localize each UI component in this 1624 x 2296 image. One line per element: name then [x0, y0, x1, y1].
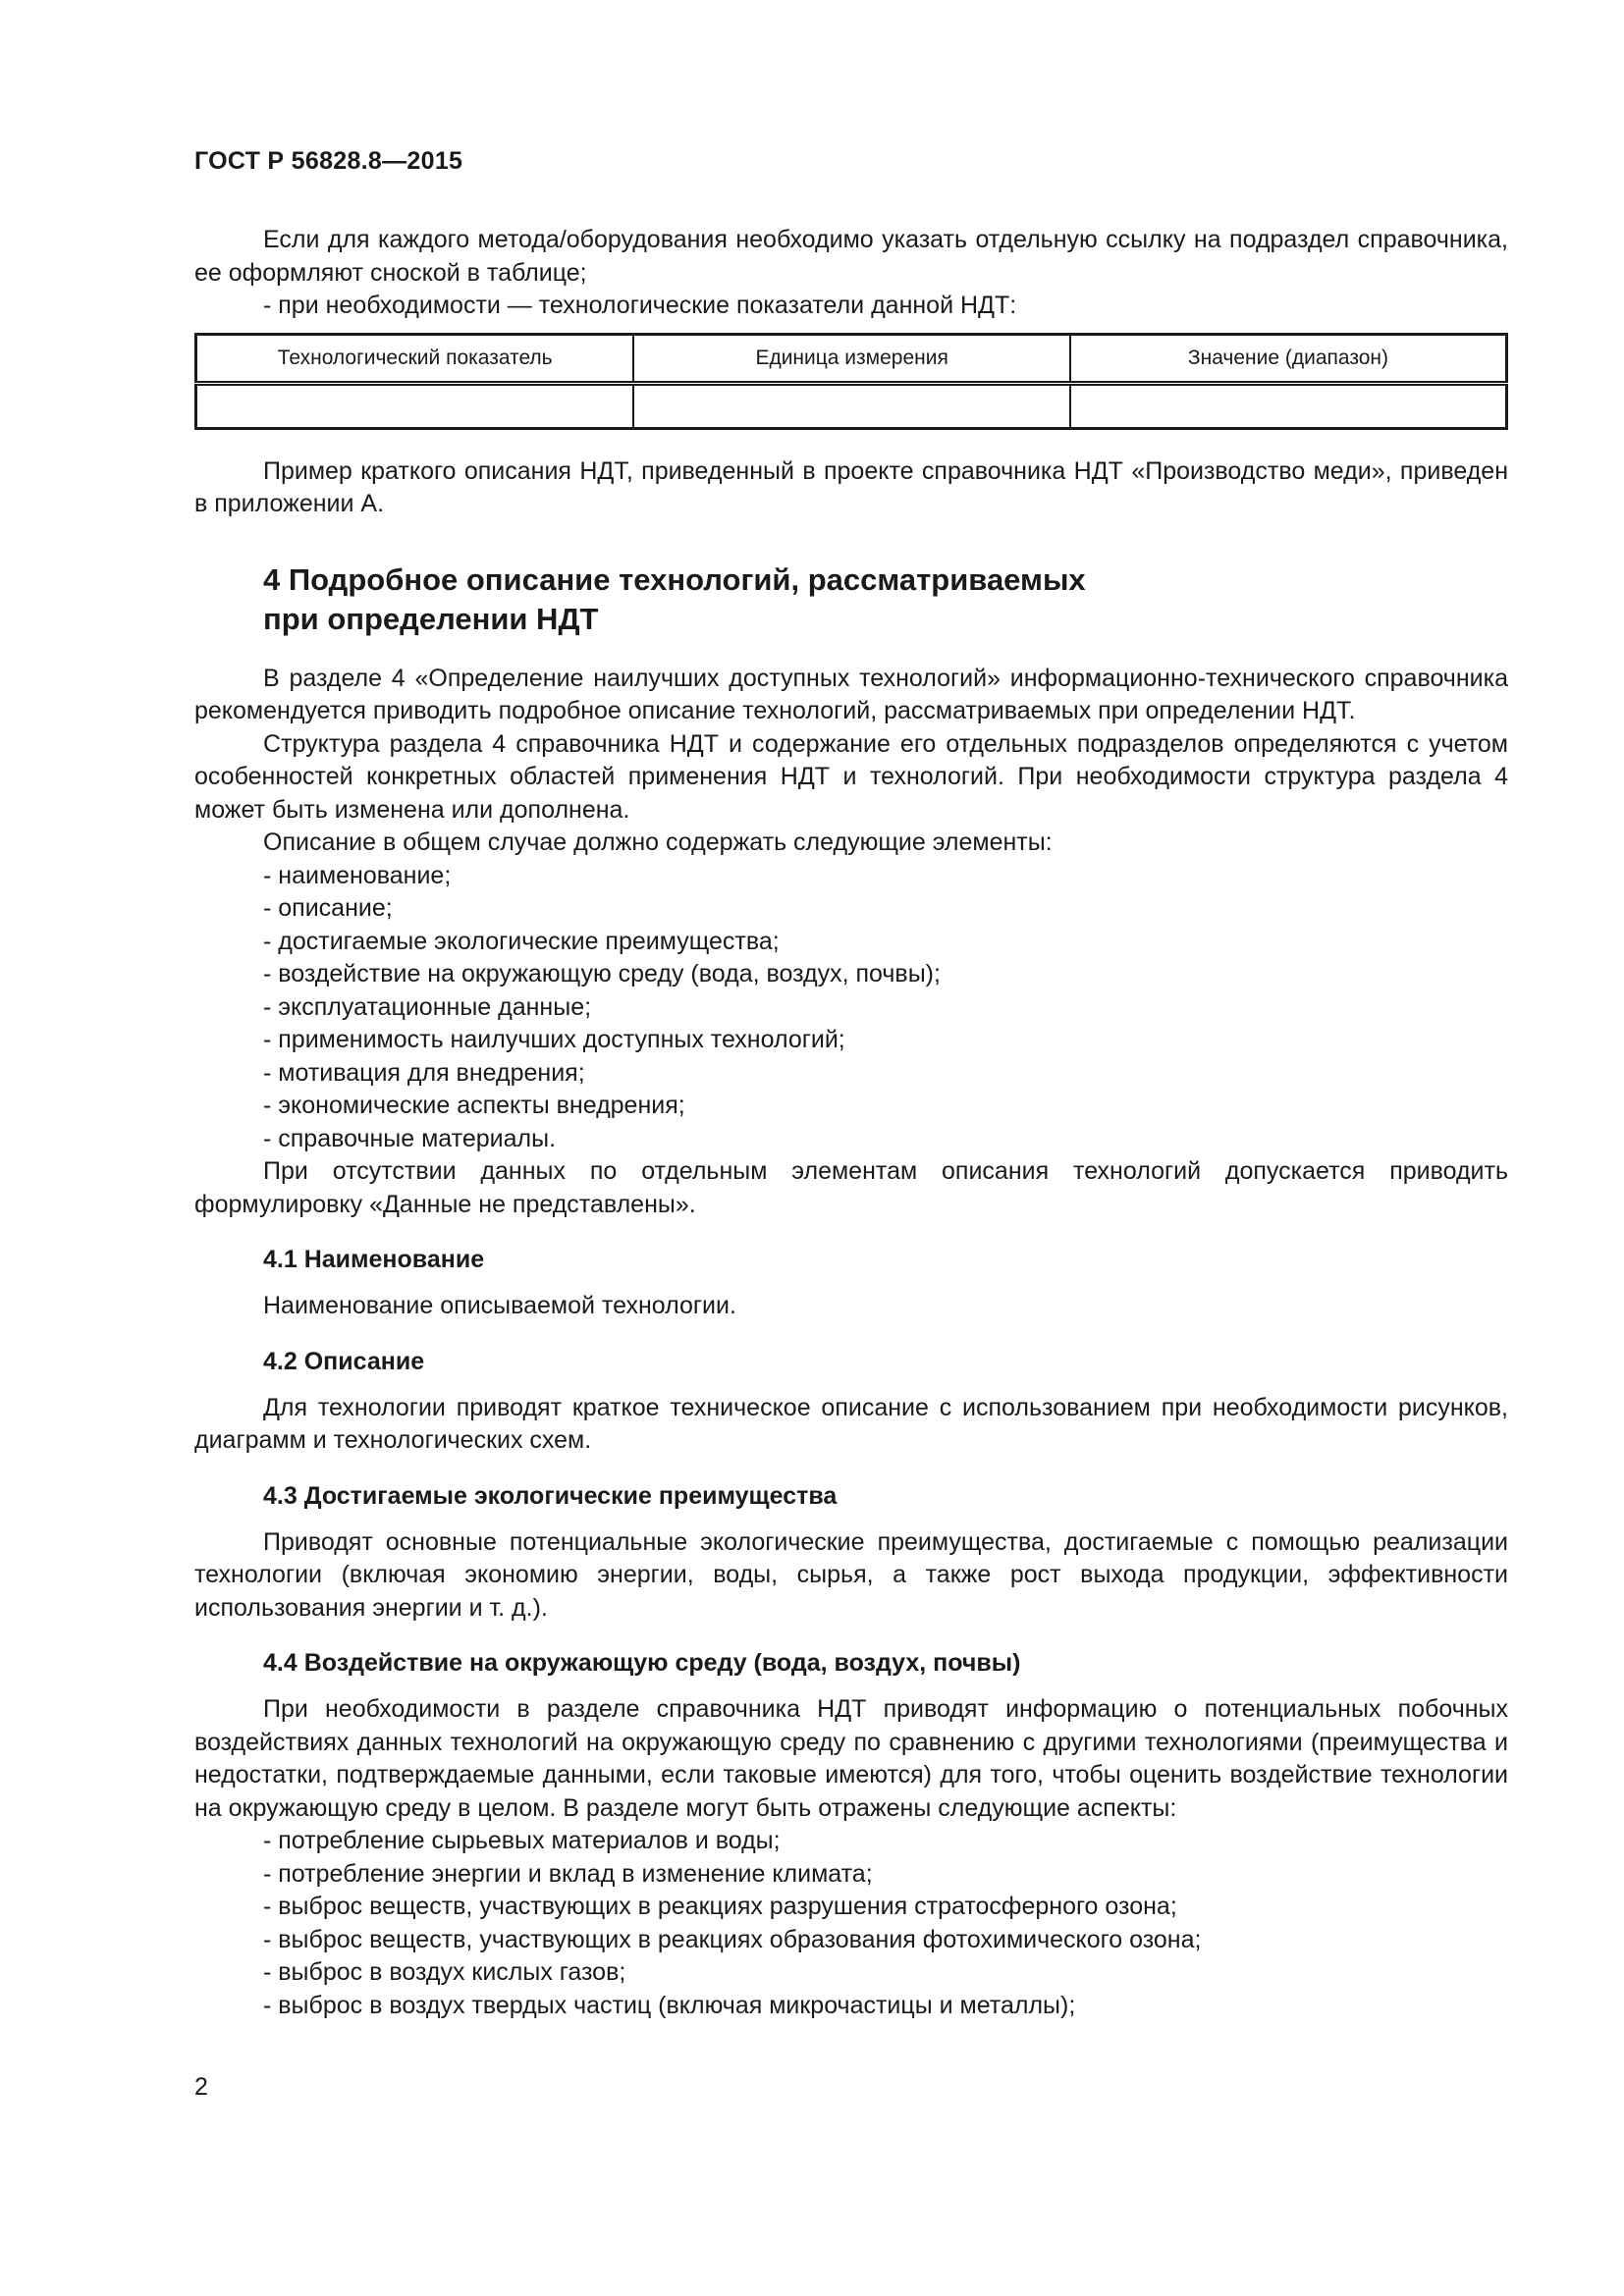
- paragraph: Для технологии приводят краткое техническое описание с использованием при необходимости рисунков, диаграмм и технологических схем.: [194, 1393, 1508, 1454]
- subsection-heading: 4.4 Воздействие на окружающую среду (вода, воздух, почвы): [263, 1649, 1021, 1677]
- paragraph: - при необходимости — технологические показатели данной НДТ:: [263, 292, 1017, 319]
- list-item: - экономические аспекты внедрения;: [263, 1092, 685, 1119]
- section-heading-line: 4 Подробное описание технологий, рассматриваемых: [263, 561, 1086, 597]
- table-cell: [633, 383, 1070, 428]
- page-number: 2: [194, 2073, 208, 2101]
- list-item: - справочные материалы.: [263, 1124, 557, 1152]
- paragraph: Приводят основные потенциальные экологические преимущества, достигаемые с помощью реализации технологии (включая экономию энергии, воды, сырья, а также рост выхода продукции, эффективности использования энергии и т. д.).: [194, 1527, 1508, 1622]
- paragraph: В разделе 4 «Определение наилучших доступных технологий» информационно-технического справочника рекомендуется приводить подробное описание технологий, рассматриваемых при определении НДТ.: [194, 664, 1508, 724]
- table-row: [196, 383, 1507, 428]
- table-header-row: [196, 334, 1507, 383]
- table-header-cell: Значение (диапазон): [1070, 334, 1507, 383]
- list-item: - выброс в воздух кислых газов;: [263, 1958, 626, 1986]
- table-header-cell: Единица измерения: [633, 334, 1070, 383]
- table-cell: [196, 383, 634, 428]
- indicators-table: [194, 333, 1508, 430]
- paragraph: При необходимости в разделе справочника НДТ приводят информацию о потенциальных побочных воздействиях данных технологий на окружающую среду по сравнению с другими технологиями (преимущества и недостатки, подтверждаемые данными, если таковые имеются) для того, чтобы оценить воздействие технологии на окружающую среду в целом. В разделе могут быть отражены следующие аспекты:: [194, 1695, 1508, 1822]
- list-item: - воздействие на окружающую среду (вода, воздух, почвы);: [263, 960, 941, 988]
- list-item: - выброс веществ, участвующих в реакциях разрушения стратосферного озона;: [263, 1893, 1177, 1920]
- paragraph: Структура раздела 4 справочника НДТ и содержание его отдельных подразделов определяются с учетом особенностей конкретных областей применения НДТ и технологий. При необходимости структура раздела 4 может быть изменена или дополнена.: [194, 729, 1508, 824]
- list-item: - выброс в воздух твердых частиц (включая микрочастицы и металлы);: [263, 1991, 1076, 2019]
- section-heading-line: при определении НДТ: [263, 601, 599, 636]
- list-item: - эксплуатационные данные;: [263, 992, 592, 1021]
- subsection-heading: 4.2 Описание: [263, 1347, 425, 1375]
- subsection-heading: 4.3 Достигаемые экологические преимущества: [263, 1481, 838, 1510]
- page-content: [194, 224, 1508, 2022]
- paragraph: Если для каждого метода/оборудования необходимо указать отдельную ссылку на подраздел справочника, ее оформляют сноской в таблице;: [194, 226, 1508, 287]
- subsection-heading: 4.1 Наименование: [263, 1246, 485, 1273]
- paragraph: Описание в общем случае должно содержать следующие элементы:: [263, 828, 1053, 856]
- paragraph: Пример краткого описания НДТ, приведенный в проекте справочника НДТ «Производство меди», приведен в приложении А.: [194, 456, 1508, 517]
- list-item: - применимость наилучших доступных технологий;: [263, 1026, 845, 1053]
- list-item: - потребление сырьевых материалов и воды;: [263, 1827, 781, 1854]
- table-header-cell: Технологический показатель: [196, 334, 634, 383]
- list-item: - описание;: [263, 894, 393, 922]
- list-item: - выброс веществ, участвующих в реакциях образования фотохимического озона;: [263, 1925, 1202, 1953]
- document-code-header: ГОСТ Р 56828.8—2015: [194, 147, 463, 175]
- list-item: - достигаемые экологические преимущества;: [263, 927, 780, 955]
- section-heading: [263, 561, 1508, 639]
- list-item: - потребление энергии и вклад в изменение климата;: [263, 1859, 873, 1888]
- list-item: - мотивация для внедрения;: [263, 1058, 585, 1087]
- list-item: - наименование;: [263, 861, 452, 889]
- table-cell: [1070, 383, 1507, 428]
- paragraph: Наименование описываемой технологии.: [263, 1292, 736, 1319]
- paragraph: При отсутствии данных по отдельным элементам описания технологий допускается приводить формулировку «Данные не представлены».: [194, 1157, 1508, 1218]
